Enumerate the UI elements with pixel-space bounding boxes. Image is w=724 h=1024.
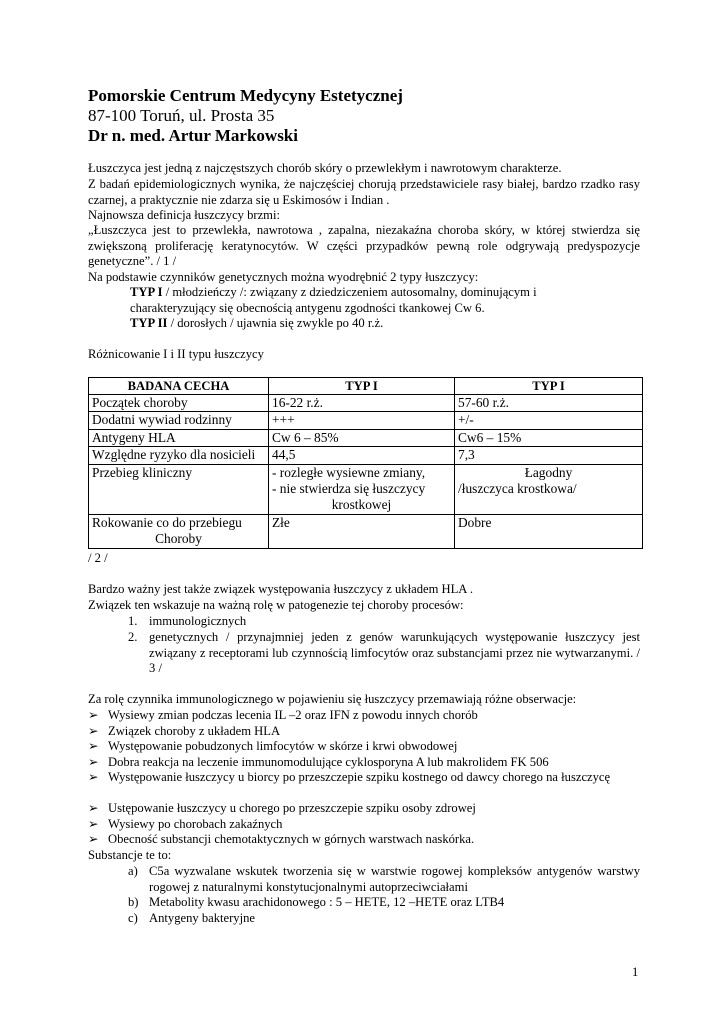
list-item (88, 739, 640, 755)
list-item-text: Dobra reakcja na leczenie immunomodulujące cyklosporyna A lub makrolidem FK 506 (108, 755, 549, 769)
page-number: 1 (632, 965, 639, 979)
table-cell: 7,3 (455, 447, 643, 464)
psoriasis-types-table (88, 377, 643, 549)
list-item (128, 864, 640, 895)
list-item (88, 755, 640, 771)
substances-intro: Substancje te to: (88, 848, 172, 862)
type2-text: / dorosłych / ujawnia się zwykle po 40 r.ż. (167, 316, 384, 330)
type1-label: TYP I (130, 285, 163, 299)
type1-text-a: / młodzieńczy /: związany z dziedziczeniem autosomalny, dominującym i (162, 285, 537, 299)
table-row (89, 447, 643, 464)
immuno-intro: Za rolę czynnika immunologicznego w pojawieniu się łuszczycy przemawiają różne obserwacje: (88, 692, 577, 706)
table-row (89, 429, 643, 446)
table-cell: 57-60 r.ż. (455, 395, 643, 412)
list-item-number: 2. (128, 630, 138, 644)
list-item-number: 1. (128, 614, 138, 628)
course-type2-line-a: Łagodny (524, 464, 573, 480)
table-cell: 44,5 (269, 447, 455, 464)
list-item (88, 708, 640, 724)
table-cell: Dobre (455, 514, 643, 548)
intro-paragraph-1: Łuszczyca jest jedną z najczęstszych chorób skóry o przewlekłym i nawrotowym charakterze. (88, 161, 562, 175)
hla-paragraph-1: Bardzo ważny jest także związek występowania łuszczycy z układem HLA . (88, 582, 474, 596)
hla-paragraph-2: Związek ten wskazuje na ważną rolę w patogenezie tej choroby procesów: (88, 598, 464, 612)
table-row (89, 412, 643, 429)
table-cell: +++ (269, 412, 455, 429)
list-item-letter: c) (128, 911, 138, 925)
arrow-bullet-icon: ➢ (88, 832, 99, 846)
table-cell: Początek choroby (89, 395, 269, 412)
list-item (88, 724, 640, 740)
course-type1-line-c: krostkowej (331, 497, 392, 513)
intro-paragraph-2: Z badań epidemiologicznych wynika, że najczęściej chorują przedstawiciele rasy białej, bardzo rzadko rasy czarnej, a praktycznie nie zdarza się u Eskimosów i Indian . (88, 177, 640, 207)
list-item-text: Metabolity kwasu arachidonowego : 5 – HETE, 12 –HETE oraz LTB4 (149, 895, 505, 909)
table-row (89, 514, 643, 548)
table-cell: Dodatni wywiad rodzinny (89, 412, 269, 429)
list-item-text: genetycznych / przynajmniej jeden z genów warunkujących występowanie łuszczycy jest związany z receptorami lub czynnością limfocytów oraz substancjami przez nie wytwarzanymi. / 3 / (149, 630, 640, 676)
arrow-bullet-icon: ➢ (88, 755, 99, 769)
table-caption: Różnicowanie I i II typu łuszczycy (88, 347, 264, 361)
list-item (128, 614, 640, 630)
table-cell: 16-22 r.ż. (269, 395, 455, 412)
list-item (88, 832, 640, 848)
list-item-text: C5a wyzwalane wskutek tworzenia się w warstwie rogowej kompleksów antygenów warstwy rogowej z naturalnymi konstytucjonalnymi autoprzeciwciałami (149, 864, 640, 894)
list-item-text: immunologicznych (149, 614, 247, 628)
table-cell: Złe (269, 514, 455, 548)
list-item (128, 630, 640, 677)
list-item (88, 770, 640, 786)
table-header-cell: BADANA CECHA (89, 378, 269, 395)
type1-line-a (130, 285, 537, 301)
table-cell: Cw 6 – 85% (269, 429, 455, 446)
prognosis-label-b: Choroby (155, 531, 202, 547)
psoriasis-definition: „Łuszczyca jest to przewlekła, nawrotowa , zapalna, niezakaźna choroba skóry, w której stwierdza się zwiększoną proliferację keratynocytów. W części przypadków pewną role odgrywają predyspozycje genetyczne”. / 1 / (88, 223, 640, 269)
table-cell (89, 514, 269, 548)
table-cell: Cw6 – 15% (455, 429, 643, 446)
list-item-text: Wysiewy po chorobach zakaźnych (108, 817, 283, 831)
arrow-bullet-icon: ➢ (88, 817, 99, 831)
type2-label: TYP II (130, 316, 168, 330)
table-cell: Względne ryzyko dla nosicieli (89, 447, 269, 464)
type1-text-b: charakteryzujący się obecnością antygenu zgodności tkankowej Cw 6. (130, 301, 485, 315)
course-type2-line-b: /łuszczyca krostkowa/ (458, 481, 577, 497)
list-item-text: Występowanie łuszczycy u biorcy po przeszczepie szpiku kostnego od dawcy chorego na łuszczycę (108, 770, 611, 784)
list-item (128, 911, 640, 927)
table-cell: Antygeny HLA (89, 429, 269, 446)
arrow-bullet-icon: ➢ (88, 724, 99, 738)
table-header-cell: TYP I (455, 378, 643, 395)
prognosis-label-a: Rokowanie co do przebiegu (92, 514, 242, 530)
intro-paragraph-3: Najnowsza definicja łuszczycy brzmi: (88, 208, 280, 222)
list-item (88, 801, 640, 817)
list-item-text: Ustępowanie łuszczycy u chorego po przeszczepie szpiku osoby zdrowej (108, 801, 476, 815)
table-reference: / 2 / (88, 551, 108, 565)
arrow-bullet-icon: ➢ (88, 739, 99, 753)
table-row (89, 464, 643, 514)
list-item-text: Występowanie pobudzonych limfocytów w skórze i krwi obwodowej (108, 739, 458, 753)
intro-paragraph-5: Na podstawie czynników genetycznych można wyodrębnić 2 typy łuszczycy: (88, 270, 479, 284)
table-header-row (89, 378, 643, 395)
arrow-bullet-icon: ➢ (88, 770, 99, 784)
list-item (88, 817, 640, 833)
type2-line (130, 316, 383, 332)
table-cell (269, 464, 455, 514)
author-name: Dr n. med. Artur Markowski (88, 126, 298, 145)
list-item-text: Antygeny bakteryjne (149, 911, 255, 925)
table-header-cell: TYP I (269, 378, 455, 395)
arrow-bullet-icon: ➢ (88, 801, 99, 815)
course-type1-line-b: - nie stwierdza się łuszczycy (272, 481, 426, 497)
list-item-text: Związek choroby z układem HLA (108, 724, 281, 738)
table-cell: +/- (455, 412, 643, 429)
list-item (128, 895, 640, 911)
table-row (89, 395, 643, 412)
list-item-letter: a) (128, 864, 138, 878)
arrow-bullet-icon: ➢ (88, 708, 99, 722)
course-type1-line-a: - rozległe wysiewne zmiany, (272, 464, 426, 480)
list-item-text: Wysiewy zmian podczas lecenia IL –2 oraz IFN z powodu innych chorób (108, 708, 478, 722)
institution-address: 87-100 Toruń, ul. Prosta 35 (88, 106, 275, 125)
list-item-text: Obecność substancji chemotaktycznych w górnych warstwach naskórka. (108, 832, 475, 846)
table-cell: Przebieg kliniczny (89, 464, 269, 514)
institution-name: Pomorskie Centrum Medycyny Estetycznej (88, 86, 403, 105)
list-item-letter: b) (128, 895, 139, 909)
table-cell (455, 464, 643, 514)
